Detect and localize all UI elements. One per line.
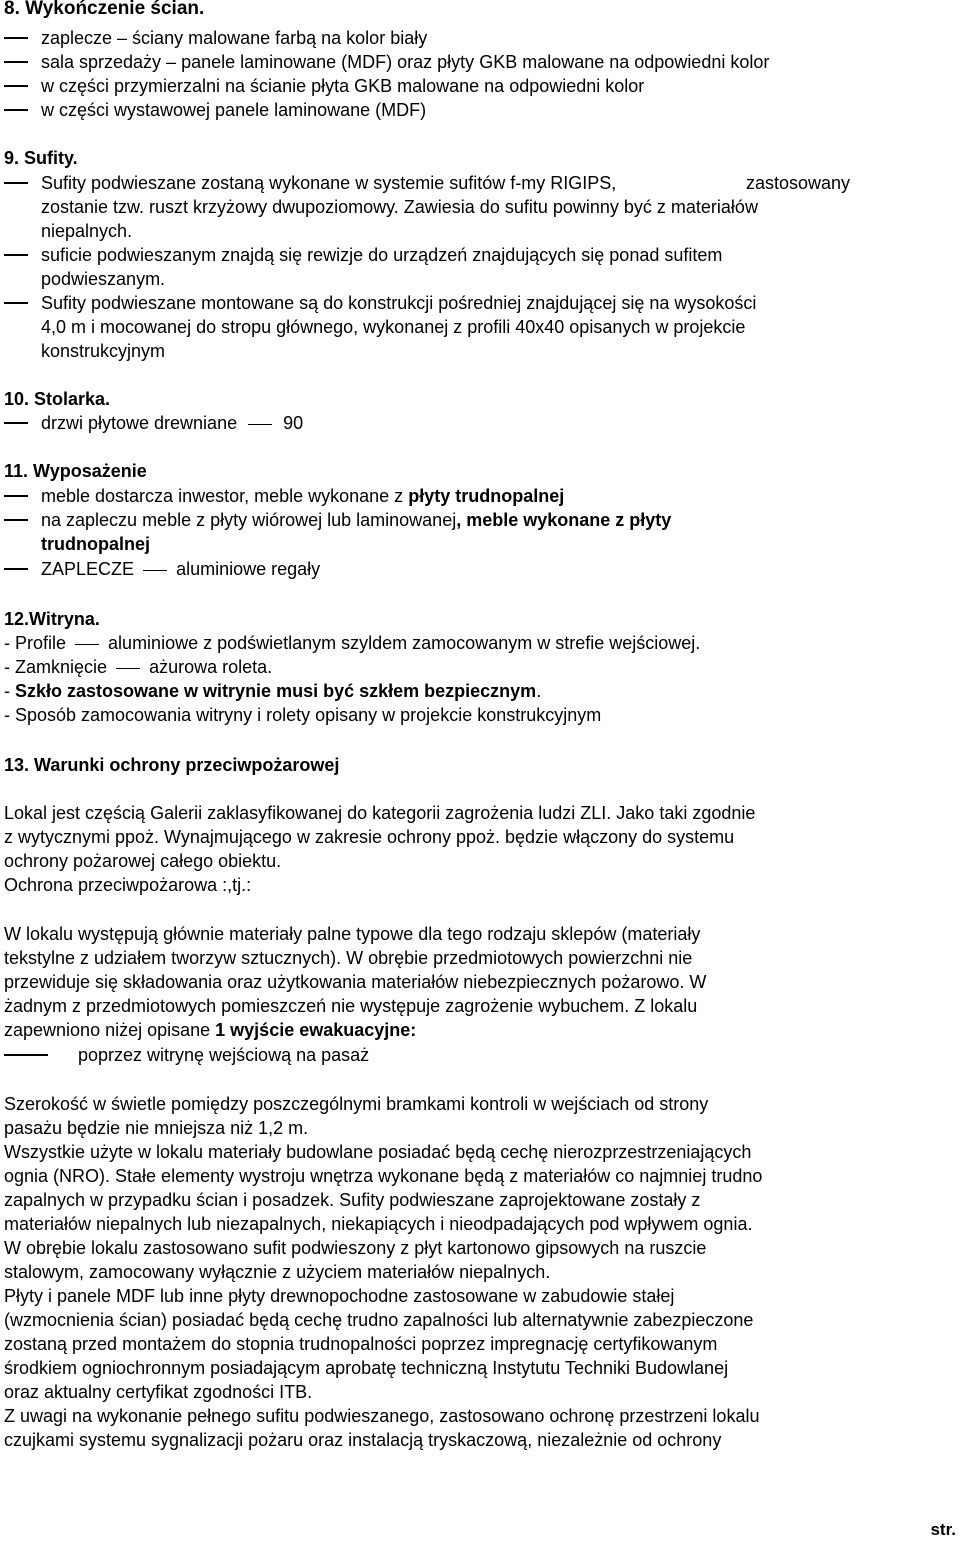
paragraph: Wszystkie użyte w lokalu materiały budowlane posiadać będą cechę nierozprzestrzeniających	[4, 1142, 752, 1162]
shelving-text: aluminiowe regały	[176, 559, 321, 579]
dash-icon	[75, 644, 99, 646]
list-item-text: niepalnych.	[41, 221, 133, 241]
list-item	[4, 243, 28, 267]
paragraph: z wytycznymi ppoż. Wynajmującego w zakresie ochrony ppoż. będzie włączony do systemu	[4, 827, 735, 847]
paragraph	[4, 1018, 900, 1042]
dash-bullet-icon	[4, 519, 28, 521]
door-description: drzwi płytowe drewniane	[41, 413, 238, 433]
list-item	[4, 50, 28, 74]
list-item-text: zostanie tzw. ruszt krzyżowy dwupoziomowy. Zawiesia do sufitu powinny być z materiałów	[41, 197, 758, 217]
exit-count: 1 wyjście ewakuacyjne:	[215, 1020, 417, 1040]
list-item-text	[41, 557, 320, 581]
paragraph: oraz aktualny certyfikat zgodności ITB.	[4, 1382, 313, 1402]
dash-bullet-icon	[4, 109, 28, 111]
list-item-text	[41, 508, 671, 532]
paragraph: żadnym z przedmiotowych pomieszczeń nie występuje zagrożenie wybuchem. Z lokalu	[4, 996, 698, 1016]
dash-bullet-icon	[4, 495, 28, 497]
paragraph: materiałów niepalnych lub niezapalnych, niekapiących i nieodpadających pod wpływem ognia.	[4, 1214, 753, 1234]
dash-bullet-icon	[4, 422, 28, 424]
paragraph: (wzmocnienia ścian) posiadać będą cechę trudno zapalności lub alternatywnie zabezpieczone	[4, 1310, 754, 1330]
paragraph: pasażu będzie nie mniejsza niż 1,2 m.	[4, 1118, 309, 1138]
paragraph: zapalnych w przypadku ścian i posadzek. Sufity podwieszane zaprojektowane zostały z	[4, 1190, 701, 1210]
list-item-text: konstrukcyjnym	[41, 341, 166, 361]
dash-bullet-icon	[4, 85, 28, 87]
list-item-text: w części przymierzalni na ścianie płyta GKB malowane na odpowiedni kolor	[41, 76, 645, 96]
dash-prefix: -	[4, 681, 15, 701]
section-12-heading: 12.Witryna.	[4, 609, 100, 629]
dash-icon	[248, 424, 272, 426]
paragraph: przewiduje się składowania oraz użytkowania materiałów niebezpiecznych pożarowo. W	[4, 972, 707, 992]
list-item	[4, 74, 28, 98]
closure-label: - Zamknięcie	[4, 657, 108, 677]
section-11-heading: 11. Wyposażenie	[4, 461, 147, 481]
list-item-text: 4,0 m i mocowanej do stropu głównego, wykonanej z profili 40x40 opisanych w projekcie	[41, 317, 746, 337]
paragraph: zostaną przed montażem do stopnia trudnopalności poprzez impregnację certyfikowanym	[4, 1334, 718, 1354]
backroom-furniture-text: na zapleczu meble z płyty wiórowej lub laminowanej	[41, 510, 457, 530]
section-8-heading: 8. Wykończenie ścian.	[4, 0, 205, 19]
dash-bullet-icon	[4, 302, 28, 304]
page-label: str.	[930, 1520, 956, 1539]
bold-furniture-text: , meble wykonane z płyty	[456, 510, 672, 530]
period: .	[536, 681, 542, 701]
closure-text: ażurowa roleta.	[149, 657, 273, 677]
list-item-text: Sufity podwieszane montowane są do konstrukcji pośredniej znajdującej się na wysokości	[41, 293, 757, 313]
list-item	[4, 508, 28, 532]
list-item	[4, 679, 541, 703]
list-item	[4, 26, 28, 50]
dash-bullet-icon	[4, 254, 28, 256]
dash-icon	[116, 668, 140, 670]
profiles-label: - Profile	[4, 633, 67, 653]
section-13-heading: 13. Warunki ochrony przeciwpożarowej	[4, 755, 340, 775]
section-9-heading: 9. Sufity.	[4, 148, 78, 168]
list-item	[4, 291, 28, 315]
list-item	[4, 557, 28, 581]
list-item-text: suficie podwieszanym znajdą się rewizje do urządzeń znajdujących się ponad sufitem	[41, 245, 723, 265]
paragraph: ochrony pożarowej całego obiektu.	[4, 851, 282, 871]
dash-bullet-icon	[4, 1054, 48, 1056]
list-item	[4, 1043, 48, 1067]
paragraph: W obrębie lokalu zastosowano sufit podwieszony z płyt kartonowo gipsowych na ruszcie	[4, 1238, 707, 1258]
list-item-text	[41, 411, 303, 435]
section-10-heading: 10. Stolarka.	[4, 389, 111, 409]
list-item-text: zastosowany	[746, 173, 851, 193]
list-item-text	[41, 484, 564, 508]
backroom-label: ZAPLECZE	[41, 559, 135, 579]
paragraph: Płyty i panele MDF lub inne płyty drewnopochodne zastosowane w zabudowie stałej	[4, 1286, 675, 1306]
paragraph: tekstylne z udziałem tworzyw sztucznych). W obrębie przedmiotowych powierzchni nie	[4, 948, 693, 968]
safety-glass-text: Szkło zastosowane w witrynie musi być szkłem bezpiecznym	[15, 681, 537, 701]
list-item: - Sposób zamocowania witryny i rolety opisany w projekcie konstrukcyjnym	[4, 705, 602, 725]
list-item	[4, 98, 28, 122]
list-item-text: poprzez witrynę wejściową na pasaż	[78, 1045, 370, 1065]
list-item-text: sala sprzedaży – panele laminowane (MDF) oraz płyty GKB malowane na odpowiedni kolor	[41, 52, 770, 72]
paragraph: ognia (NRO). Stałe elementy wystroju wnętrza wykonane będą z materiałów co najmniej trudno	[4, 1166, 763, 1186]
list-item	[4, 411, 28, 435]
dash-bullet-icon	[4, 37, 28, 39]
paragraph: środkiem ogniochronnym posiadającym aprobatę techniczną Instytutu Techniki Budowlanej	[4, 1358, 729, 1378]
list-item-text: podwieszanym.	[41, 269, 166, 289]
profiles-text: aluminiowe z podświetlanym szyldem zamocowanym w strefie wejściowej.	[108, 633, 701, 653]
list-item-text: w części wystawowej panele laminowane (MDF)	[41, 100, 427, 120]
paragraph: Z uwagi na wykonanie pełnego sufitu podwieszanego, zastosowano ochronę przestrzeni lokalu	[4, 1406, 760, 1426]
paragraph: stalowym, zamocowany wyłącznie z użyciem materiałów niepalnych.	[4, 1262, 551, 1282]
fire-resistant-board-text: płyty trudnopalnej	[408, 486, 565, 506]
door-width: 90	[283, 413, 304, 433]
list-item	[4, 655, 272, 679]
paragraph: W lokalu występują głównie materiały palne typowe dla tego rodzaju sklepów (materiały	[4, 924, 701, 944]
dash-bullet-icon	[4, 61, 28, 63]
list-item-text: zaplecze – ściany malowane farbą na kolor biały	[41, 28, 428, 48]
dash-icon	[143, 570, 167, 572]
paragraph: Szerokość w świetle pomiędzy poszczególnymi bramkami kontroli w wejściach od strony	[4, 1094, 709, 1114]
paragraph: czujkami systemu sygnalizacji pożaru oraz instalacją tryskaczową, niezależnie od ochrony	[4, 1430, 722, 1450]
list-item-text: trudnopalnej	[41, 534, 150, 554]
list-item	[4, 631, 700, 655]
list-item	[4, 171, 28, 195]
list-item	[4, 484, 28, 508]
paragraph: Ochrona przeciwpożarowa :,tj.:	[4, 875, 252, 895]
dash-bullet-icon	[4, 182, 28, 184]
list-item-text: Sufity podwieszane zostaną wykonane w systemie sufitów f-my RIGIPS,	[41, 173, 617, 193]
exit-intro: zapewniono niżej opisane	[4, 1020, 216, 1040]
dash-bullet-icon	[4, 568, 28, 570]
paragraph: Lokal jest częścią Galerii zaklasyfikowanej do kategorii zagrożenia ludzi ZLI. Jako taki zgodnie	[4, 803, 756, 823]
furniture-text: meble dostarcza inwestor, meble wykonane z	[41, 486, 404, 506]
